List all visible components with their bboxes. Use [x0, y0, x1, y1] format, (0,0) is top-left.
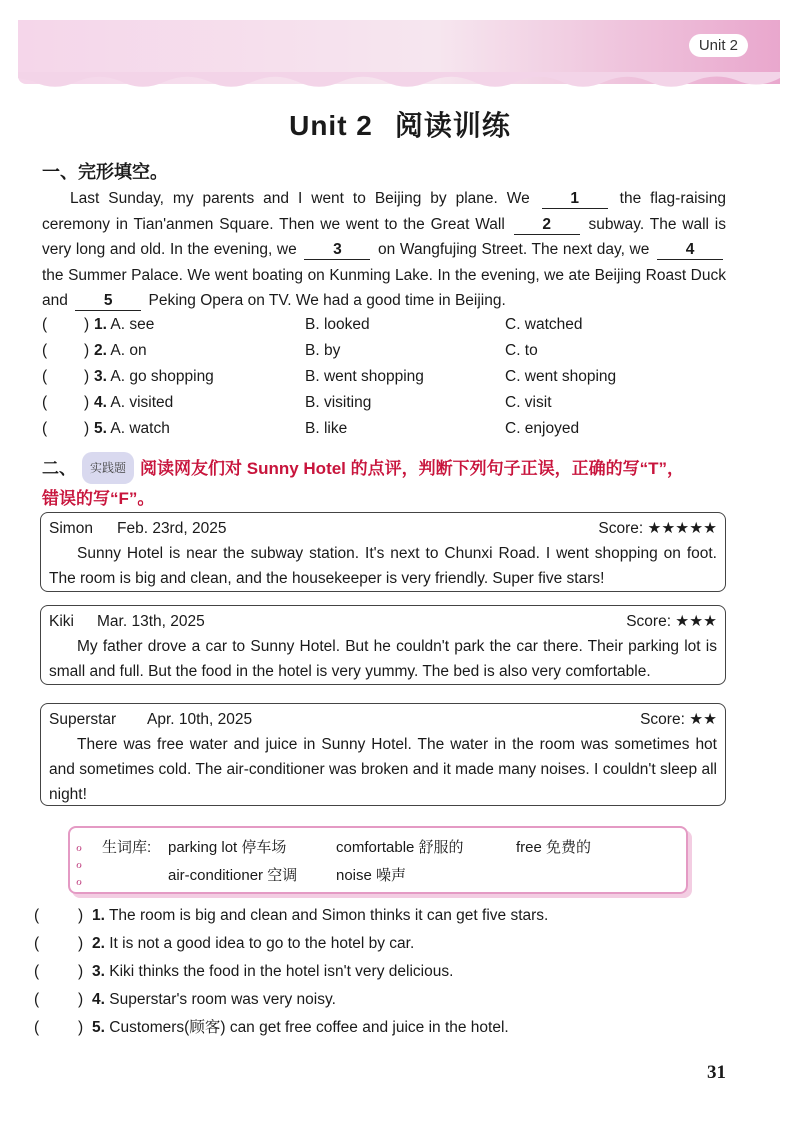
option-b: B. visiting	[305, 394, 372, 411]
title-unit: Unit 2	[289, 110, 373, 141]
section2-instruction: 阅读网友们对 Sunny Hotel 的点评，判断下列句子正误，正确的写“T”，	[140, 459, 685, 478]
question-row	[42, 368, 742, 394]
answer-paren-close: )	[84, 420, 90, 437]
statement-number: 2.	[92, 935, 105, 952]
answer-paren-open[interactable]: (	[42, 368, 48, 385]
answer-paren-open[interactable]: (	[34, 1019, 40, 1036]
question-number: 4.	[94, 394, 107, 411]
section2-instruction-2: 错误的写“F”。	[42, 489, 155, 508]
vocab-word: free 免费的	[516, 839, 592, 856]
statement-number: 4.	[92, 991, 105, 1008]
vocab-word: parking lot 停车场	[168, 839, 287, 856]
statement-text	[92, 1014, 509, 1042]
ring-binder-icon: ℴ ℴ ℴ	[76, 839, 83, 888]
option-c: C. went shoping	[505, 368, 617, 385]
section1-heading: 一、完形填空。	[42, 162, 168, 182]
option-a	[94, 368, 214, 386]
blank-1[interactable]: 1	[542, 190, 608, 209]
answer-paren-close: )	[84, 394, 90, 411]
passage-text: Peking Opera on TV. We had a good time in Beijing.	[148, 292, 506, 309]
banner-wave-decoration	[18, 72, 780, 94]
question-row	[42, 420, 742, 446]
option-a-text: A. see	[110, 316, 155, 333]
answer-paren-open[interactable]: (	[34, 907, 40, 924]
passage-text: the flag-raising ceremony in Tian'anmen Square. Then we went to the Great Wall	[42, 190, 726, 233]
vocabulary-box	[68, 826, 688, 894]
option-a	[94, 420, 170, 438]
statement-text	[92, 958, 453, 986]
statement-row	[34, 930, 734, 958]
answer-paren-close: )	[78, 1019, 84, 1036]
statement-row	[34, 902, 734, 930]
answer-paren-open[interactable]: (	[42, 420, 48, 437]
answer-paren-close: )	[78, 907, 84, 924]
review-text: Sunny Hotel is near the subway station. It's next to Chunxi Road. I went shopping on foot. The room is big and clean, and the housekeeper is very friendly. Super five stars!	[49, 545, 717, 587]
review-card-simon	[40, 512, 726, 592]
answer-paren-open[interactable]: (	[34, 991, 40, 1008]
statement-text	[92, 902, 548, 930]
option-a-text: A. watch	[110, 420, 170, 437]
passage-text: Last Sunday, my parents and I went to Beijing by plane. We	[70, 190, 530, 207]
page-number: 31	[707, 1062, 726, 1083]
section2-heading	[42, 452, 742, 514]
answer-paren-open[interactable]: (	[42, 394, 48, 411]
option-a	[94, 316, 154, 334]
question-number: 3.	[94, 368, 107, 385]
option-a	[94, 342, 147, 360]
option-b: B. went shopping	[305, 368, 424, 385]
statement-text	[92, 930, 414, 958]
answer-paren-open[interactable]: (	[34, 963, 40, 980]
practice-badge: 实践题	[82, 452, 134, 484]
review-card-superstar	[40, 703, 726, 806]
answer-paren-open[interactable]: (	[42, 316, 48, 333]
option-a	[94, 394, 173, 412]
option-a-text: A. visited	[110, 394, 174, 411]
statement-body: Superstar's room was very noisy.	[109, 991, 336, 1008]
cloze-options	[42, 316, 742, 446]
option-a-text: A. go shopping	[110, 368, 214, 385]
answer-paren-close: )	[84, 368, 90, 385]
passage-text: subway. The wall is very long and old. In the evening, we	[42, 215, 726, 258]
section2-number: 二、	[42, 459, 76, 478]
review-text: There was free water and juice in Sunny Hotel. The water in the room was sometimes hot and sometimes cold. The air-conditioner was broken and it made many noises. I couldn't sleep all night!	[49, 736, 717, 803]
statement-number: 1.	[92, 907, 105, 924]
review-text: My father drove a car to Sunny Hotel. But he couldn't park the car there. Their parking lot is small and full. But the food in the hotel is very yummy. The bed is also very comfortable.	[49, 638, 717, 680]
blank-4[interactable]: 4	[657, 241, 723, 260]
option-c: C. visit	[505, 394, 552, 411]
passage-text: on Wangfujing Street. The next day, we	[378, 241, 650, 258]
answer-paren-close: )	[84, 342, 90, 359]
unit-tag: Unit 2	[689, 34, 748, 57]
reviewer-name: Simon	[49, 520, 93, 537]
review-date: Feb. 23rd, 2025	[117, 520, 227, 537]
vocab-word: noise 噪声	[336, 867, 407, 884]
blank-2[interactable]: 2	[514, 216, 580, 235]
review-score: Score: ★★	[640, 711, 717, 728]
review-date: Apr. 10th, 2025	[147, 711, 253, 728]
vocab-label: 生词库:	[102, 839, 152, 856]
review-score: Score: ★★★	[626, 613, 717, 630]
statement-text	[92, 986, 336, 1014]
answer-paren-close: )	[78, 963, 84, 980]
page-title	[0, 104, 800, 144]
option-c: C. enjoyed	[505, 420, 580, 437]
review-date: Mar. 13th, 2025	[97, 613, 205, 630]
statement-number: 3.	[92, 963, 105, 980]
option-b: B. by	[305, 342, 341, 359]
option-c: C. to	[505, 342, 538, 359]
statement-body: It is not a good idea to go to the hotel by car.	[109, 935, 415, 952]
review-score: Score: ★★★★★	[598, 520, 717, 537]
answer-paren-close: )	[84, 316, 90, 333]
answer-paren-open[interactable]: (	[42, 342, 48, 359]
question-row	[42, 394, 742, 420]
passage-text: the Summer Palace. We went boating on Kunming Lake. In the evening, we ate Beijing Roast Duck and	[42, 266, 726, 309]
statement-number: 5.	[92, 1019, 105, 1036]
answer-paren-close: )	[78, 991, 84, 1008]
blank-5[interactable]: 5	[75, 292, 141, 311]
question-number: 5.	[94, 420, 107, 437]
title-topic: 阅读训练	[394, 110, 511, 141]
question-row	[42, 316, 742, 342]
blank-3[interactable]: 3	[304, 241, 370, 260]
statement-row	[34, 1014, 734, 1042]
statement-row	[34, 986, 734, 1014]
answer-paren-open[interactable]: (	[34, 935, 40, 952]
vocab-word: air-conditioner 空调	[168, 867, 298, 884]
reviewer-name: Superstar	[49, 711, 117, 728]
statement-body: Customers(顾客) can get free coffee and juice in the hotel.	[109, 1019, 509, 1036]
true-false-statements	[34, 902, 734, 1042]
review-card-kiki	[40, 605, 726, 685]
option-b: B. looked	[305, 316, 370, 333]
question-row	[42, 342, 742, 368]
option-b: B. like	[305, 420, 348, 437]
vocab-word: comfortable 舒服的	[336, 839, 464, 856]
option-a-text: A. on	[110, 342, 147, 359]
question-number: 2.	[94, 342, 107, 359]
reviewer-name: Kiki	[49, 613, 74, 630]
answer-paren-close: )	[78, 935, 84, 952]
statement-body: Kiki thinks the food in the hotel isn't very delicious.	[109, 963, 454, 980]
statement-body: The room is big and clean and Simon thinks it can get five stars.	[108, 907, 549, 924]
option-c: C. watched	[505, 316, 583, 333]
statement-row	[34, 958, 734, 986]
cloze-passage	[42, 186, 726, 314]
question-number: 1.	[94, 316, 107, 333]
